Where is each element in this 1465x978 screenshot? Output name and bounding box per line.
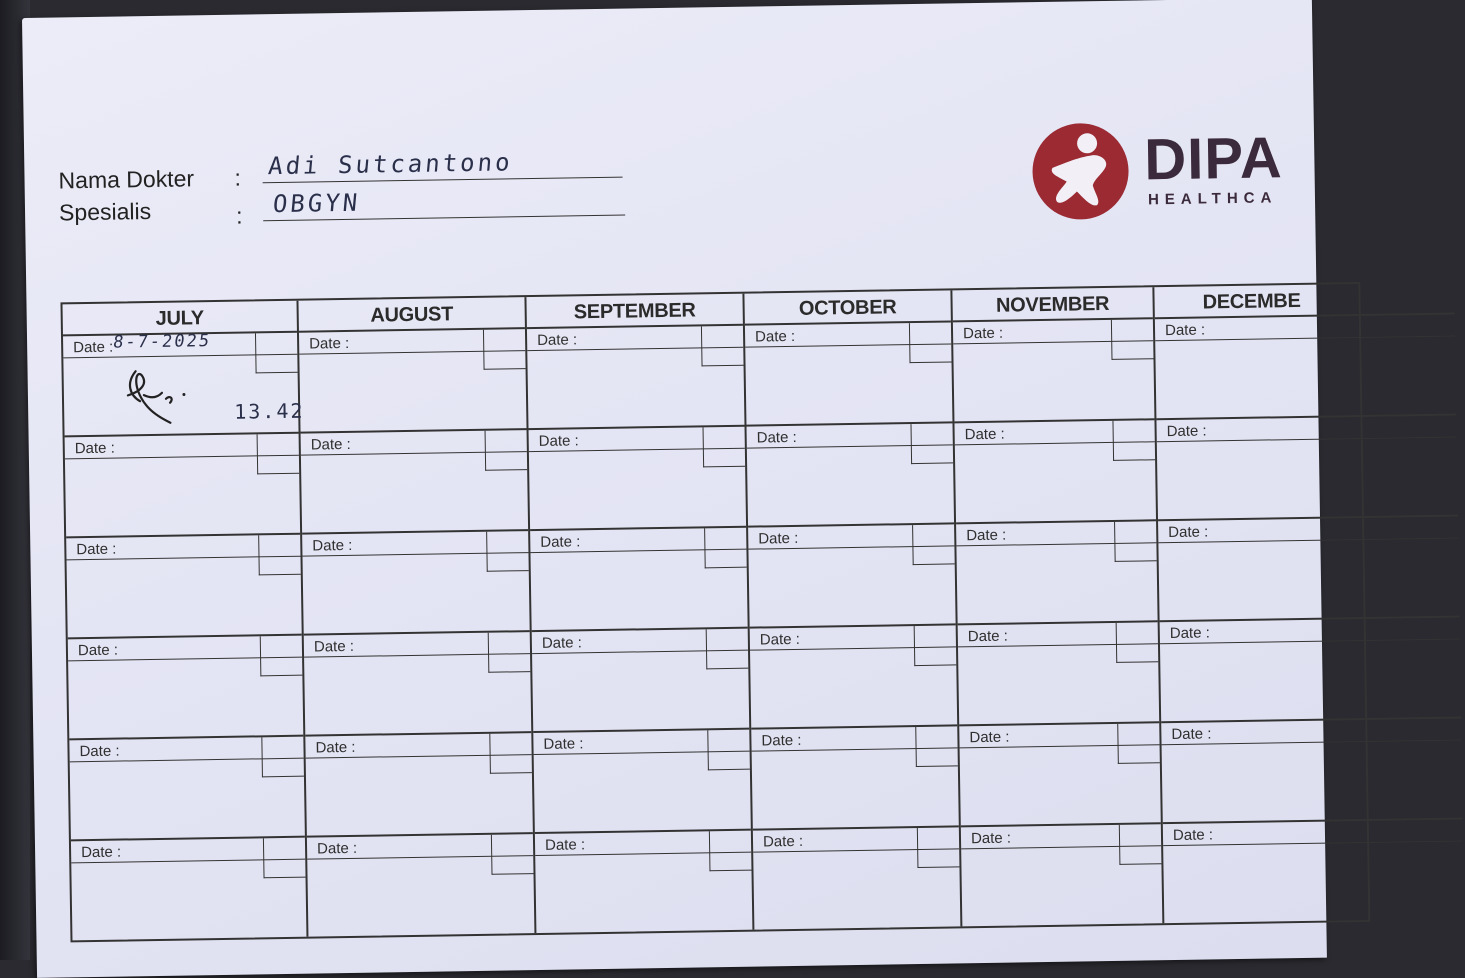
date-label: Date : [1171, 725, 1212, 744]
specialty-label: Spesialis [58, 197, 152, 226]
date-label: Date : [544, 836, 586, 854]
date-cell[interactable] [532, 629, 750, 733]
checkbox[interactable] [257, 434, 300, 475]
date-cell[interactable] [305, 733, 533, 838]
date-cell[interactable] [959, 723, 1161, 827]
date-label: Date : [1169, 624, 1210, 643]
date-cell[interactable] [1156, 416, 1458, 522]
date-label: Date : [756, 428, 797, 447]
checkbox[interactable] [260, 636, 303, 677]
date-cell[interactable] [68, 636, 304, 741]
date-cell[interactable] [954, 420, 1156, 524]
date-label: Date : [541, 634, 583, 652]
month-column-november [952, 287, 1164, 926]
checkbox[interactable] [258, 535, 301, 576]
doctor-name-colon: : [234, 164, 242, 191]
date-cell[interactable] [956, 521, 1158, 625]
date-label: Date : [313, 637, 355, 656]
dipa-logo-icon [1030, 121, 1132, 223]
checkbox[interactable] [491, 834, 534, 875]
date-label: Date : [316, 839, 358, 858]
date-label: Date : [74, 439, 115, 458]
date-label: Date : [1172, 826, 1214, 845]
checkbox[interactable] [917, 827, 960, 868]
date-cell[interactable] [750, 625, 958, 729]
date-cell[interactable] [304, 632, 532, 737]
checkbox[interactable] [1117, 723, 1160, 764]
date-label: Date : [1164, 321, 1206, 340]
date-label: Date : [312, 536, 353, 555]
checkbox[interactable] [704, 528, 747, 569]
checkbox[interactable] [485, 430, 528, 471]
signature-icon [121, 364, 202, 425]
month-column-july [63, 301, 309, 941]
date-label: Date : [540, 533, 581, 551]
month-header: OCTOBER [744, 290, 950, 325]
checkbox[interactable] [709, 831, 752, 872]
date-cell[interactable] [961, 824, 1163, 928]
date-label: Date : [967, 627, 1008, 646]
handwritten-date: 8-7-2025 [111, 331, 213, 353]
date-label: Date : [538, 432, 579, 450]
date-label: Date : [73, 338, 114, 357]
date-cell[interactable] [529, 427, 747, 531]
date-label: Date : [310, 435, 351, 454]
date-cell[interactable] [302, 531, 530, 636]
date-label: Date : [758, 529, 799, 548]
date-cell[interactable] [753, 827, 961, 931]
checkbox[interactable] [483, 329, 526, 370]
date-cell[interactable] [69, 737, 305, 842]
date-cell[interactable] [745, 322, 953, 426]
date-label: Date : [762, 832, 804, 851]
date-label: Date : [962, 324, 1004, 343]
checkbox[interactable] [1114, 521, 1157, 562]
date-label: Date : [76, 540, 117, 559]
month-header: DECEMBE [1154, 283, 1454, 320]
checkbox[interactable] [1112, 420, 1155, 461]
date-cell[interactable] [1163, 819, 1465, 925]
date-cell[interactable] [958, 622, 1160, 726]
date-cell[interactable] [527, 326, 745, 430]
date-label: Date : [79, 742, 120, 761]
date-cell[interactable] [530, 528, 748, 632]
checkbox[interactable] [489, 733, 532, 774]
checkbox[interactable] [707, 730, 750, 771]
date-label: Date : [1168, 523, 1209, 542]
date-label: Date : [1166, 422, 1207, 441]
date-label: Date : [969, 728, 1010, 747]
month-header: NOVEMBER [952, 287, 1152, 322]
date-cell[interactable] [307, 834, 535, 939]
date-cell[interactable] [1161, 718, 1463, 824]
date-label: Date : [761, 731, 802, 750]
specialty-colon: : [235, 202, 243, 229]
specialty-value[interactable]: OBGYN [271, 188, 362, 219]
checkbox[interactable] [1111, 319, 1154, 360]
month-column-december [1154, 283, 1464, 924]
date-label: Date : [536, 331, 578, 349]
checkbox[interactable] [261, 737, 304, 778]
date-label: Date : [970, 829, 1012, 848]
doctor-name-value[interactable]: Adi Sutcantono [267, 148, 514, 181]
date-cell[interactable] [65, 434, 301, 539]
date-cell[interactable] [747, 423, 955, 527]
date-cell[interactable] [748, 524, 956, 628]
month-header: SEPTEMBER [526, 294, 742, 329]
date-label: Date : [966, 526, 1007, 545]
visit-grid [60, 282, 1370, 942]
month-column-september [526, 294, 754, 933]
date-label: Date : [309, 334, 350, 353]
checkbox[interactable] [915, 726, 958, 767]
doctor-name-label: Nama Dokter [58, 165, 195, 194]
checkbox[interactable] [912, 524, 955, 565]
month-column-august [298, 297, 536, 937]
checkbox[interactable] [1119, 824, 1162, 865]
date-label: Date : [754, 327, 796, 346]
visit-card [22, 0, 1327, 978]
checkbox[interactable] [701, 326, 744, 367]
month-column-october [744, 290, 962, 929]
checkbox[interactable] [1116, 622, 1159, 663]
date-label: Date : [759, 630, 801, 649]
date-label: Date : [964, 425, 1005, 444]
checkbox[interactable] [910, 423, 953, 464]
date-cell[interactable] [301, 430, 529, 535]
logo-wordmark: DIPA [1143, 125, 1284, 193]
checkbox[interactable] [486, 531, 529, 572]
date-cell[interactable] [533, 730, 751, 834]
date-cell[interactable] [66, 535, 302, 640]
checkbox[interactable] [909, 322, 952, 363]
logo-subtitle: HEALTHCA [1147, 189, 1278, 209]
month-header: AUGUST [298, 297, 524, 333]
checkbox[interactable] [488, 632, 531, 673]
handwritten-time: 13.42 [234, 398, 305, 424]
month-header: JULY [63, 301, 297, 337]
date-cell[interactable] [299, 329, 527, 434]
checkbox[interactable] [255, 333, 298, 374]
date-cell[interactable] [71, 838, 307, 943]
date-cell[interactable] [1155, 315, 1457, 421]
date-label: Date : [80, 843, 122, 862]
checkbox[interactable] [703, 427, 746, 468]
checkbox[interactable] [263, 838, 306, 879]
date-label: Date : [77, 641, 119, 660]
date-label: Date : [315, 738, 356, 757]
checkbox[interactable] [914, 625, 957, 666]
checkbox[interactable] [706, 629, 749, 670]
date-cell[interactable] [953, 319, 1155, 423]
date-cell[interactable] [1158, 517, 1460, 623]
date-cell[interactable] [1160, 617, 1462, 723]
date-cell[interactable] [535, 831, 753, 935]
date-label: Date : [543, 735, 584, 753]
date-cell[interactable] [751, 726, 959, 830]
date-cell[interactable] [63, 331, 305, 438]
